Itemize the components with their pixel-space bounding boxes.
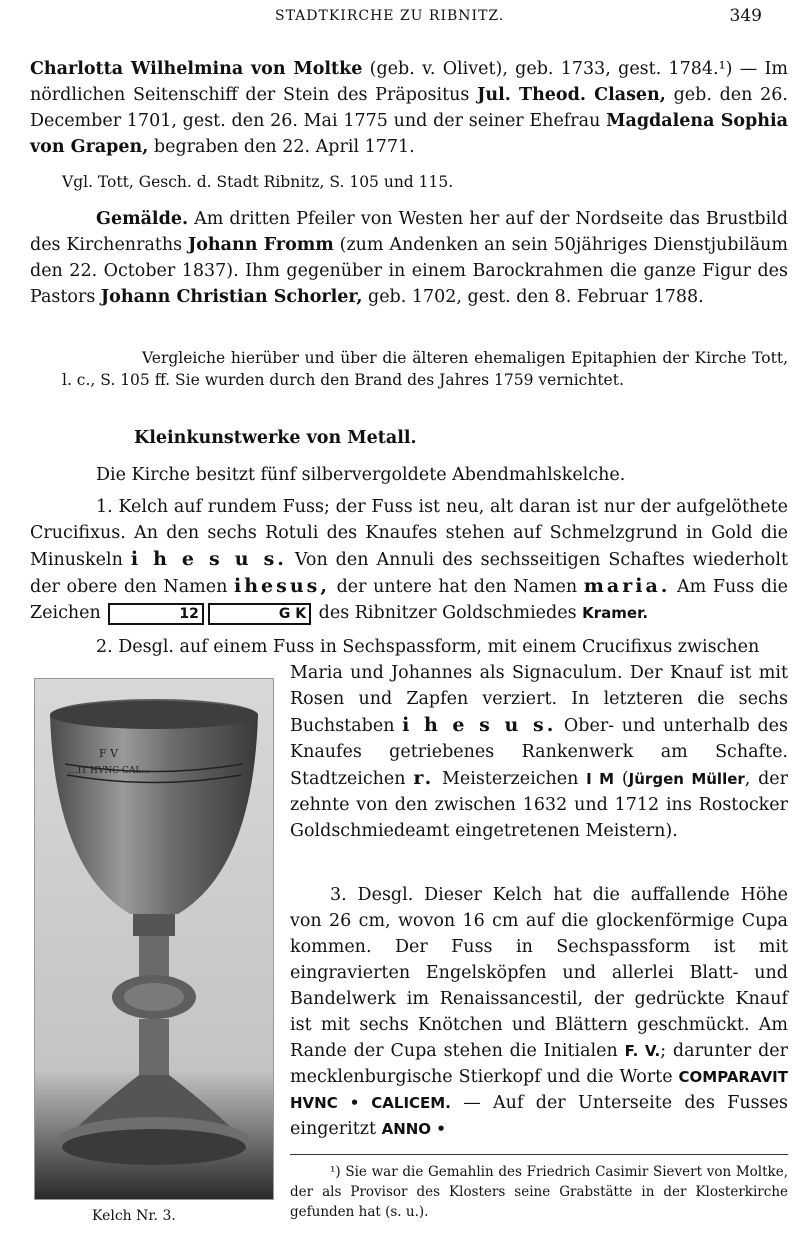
section-heading: Kleinkunstwerke von Metall. <box>134 428 417 448</box>
footnote-rule <box>290 1154 788 1155</box>
maker-mark: I M <box>586 770 615 788</box>
maker-name: Jürgen Müller <box>628 770 745 788</box>
running-title: STADTKIRCHE ZU RIBNITZ. <box>275 8 505 24</box>
blackletter-text: i h e s u s. <box>402 714 557 736</box>
section-label: Gemälde. <box>96 209 189 229</box>
blackletter-text: r. <box>413 767 435 789</box>
maker-name: Kramer. <box>582 604 649 622</box>
person-name: Jul. Theod. Clasen, <box>477 85 666 105</box>
blackletter-text: maria. <box>583 575 671 597</box>
initials: F. V. <box>624 1042 661 1060</box>
chalice-photo <box>34 678 274 1200</box>
hallmark: 12 <box>108 603 203 625</box>
person-name: Charlotta Wilhelmina von Moltke <box>30 59 363 79</box>
reference-note: Vgl. Tott, Gesch. d. Stadt Ribnitz, S. 105 und 115. <box>62 173 454 191</box>
cup-initials: F V <box>99 747 119 760</box>
chalice-illustration <box>35 679 273 1199</box>
inscription: ANNO • <box>381 1120 446 1138</box>
inscription: COMPARAVIT HVNC • CALICEM. <box>290 1068 788 1112</box>
intro-paragraph: Charlotta Wilhelmina von Moltke (geb. v. Olivet), geb. 1733, gest. 1784.¹) — Im nördlichen Seitenschiff der Stein des Präpositus Jul. Theod. Clasen, geb. den 26. December 1701, gest. den 26. Mai 1775 und der seiner Ehefrau Magdalena Sophia von Grapen, begraben den 22. April 1771. <box>30 59 789 157</box>
cup-inscription: ...IT HVNC CAL... <box>69 766 150 776</box>
reference-note: Vergleiche hierüber und über die älteren ehemaligen Epitaphien der Kirche Tott, l. c., S. 105 ff. Sie wurden durch den Brand des Jahres 1759 vernichtet. <box>62 349 788 389</box>
blackletter-text: ihesus, <box>234 575 330 597</box>
lead-sentence: Die Kirche besitzt fünf silbervergoldete Abendmahlskelche. <box>96 465 626 485</box>
item-3: 3. Desgl. Dieser Kelch hat die auffallende Höhe von 26 cm, wovon 16 cm auf die glockenförmige Cupa kommen. Der Fuss in Sechspassform ist mit eingravierten Engelsköpfen und allerlei Blatt- und Bandelwerk im Renaissancestil, der gedrückte Knauf ist mit sechs Knötchen und Blättern geschmückt. Am Rande der Cupa stehen die Initialen F. V.; darunter der mecklenburgische Stierkopf und die Worte COMPARAVIT HVNC • CALICEM. — Auf der Unterseite des Fusses eingeritzt ANNO • <box>290 885 788 1139</box>
hallmark: G K <box>208 603 311 625</box>
item-2: Maria und Johannes als Signaculum. Der Knauf ist mit Rosen und Zapfen verziert. In letzteren die sechs Buchstaben i h e s u s. Ober- und unterhalb des Knaufes getriebenes Rankenwerk am Schafte. Stadtzeichen r. Meisterzeichen I M (Jürgen Müller, der zehnte von den zwischen 1632 und 1712 ins Rostocker Goldschmiedeamt eingetretenen Meistern). <box>290 663 789 841</box>
item-2-first-line: 2. Desgl. auf einem Fuss in Sechspassform, mit einem Crucifixus zwischen <box>96 637 760 657</box>
person-name: Magdalena Sophia von Grapen, <box>30 111 789 157</box>
page-header <box>0 6 792 28</box>
footnote: ¹) Sie war die Gemahlin des Friedrich Casimir Sievert von Moltke, der als Provisor des Klosters seine Grabstätte in der Klosterkirche gefunden hat (s. u.). <box>290 1164 788 1220</box>
gemaelde-paragraph: Gemälde. Am dritten Pfeiler von Westen her auf der Nordseite das Brustbild des Kirchenraths Johann Fromm (zum Andenken an sein 50jähriges Dienstjubiläum den 22. October 1837). Ihm gegenüber in einem Barockrahmen die ganze Figur des Pastors Johann Christian Schorler, geb. 1702, gest. den 8. Februar 1788. <box>30 209 788 307</box>
page-number: 349 <box>729 6 762 26</box>
figure-caption: Kelch Nr. 3. <box>92 1208 176 1224</box>
item-1: 1. Kelch auf rundem Fuss; der Fuss ist neu, alt daran ist nur der aufgelöthete Crucifixus. An den sechs Rotuli des Knaufes stehen auf Schmelzgrund in Gold die Minuskeln i h e s u s. Von den Annuli des sechsseitigen Schaftes wiederholt der obere den Namen ihesus, der untere hat den Namen maria. Am Fuss die Zeichen 12 G K des Ribnitzer Goldschmiedes Kramer. <box>30 497 788 623</box>
blackletter-text: i h e s u s. <box>130 548 287 570</box>
person-name: Johann Fromm <box>187 235 334 255</box>
person-name: Johann Christian Schorler, <box>100 287 363 307</box>
